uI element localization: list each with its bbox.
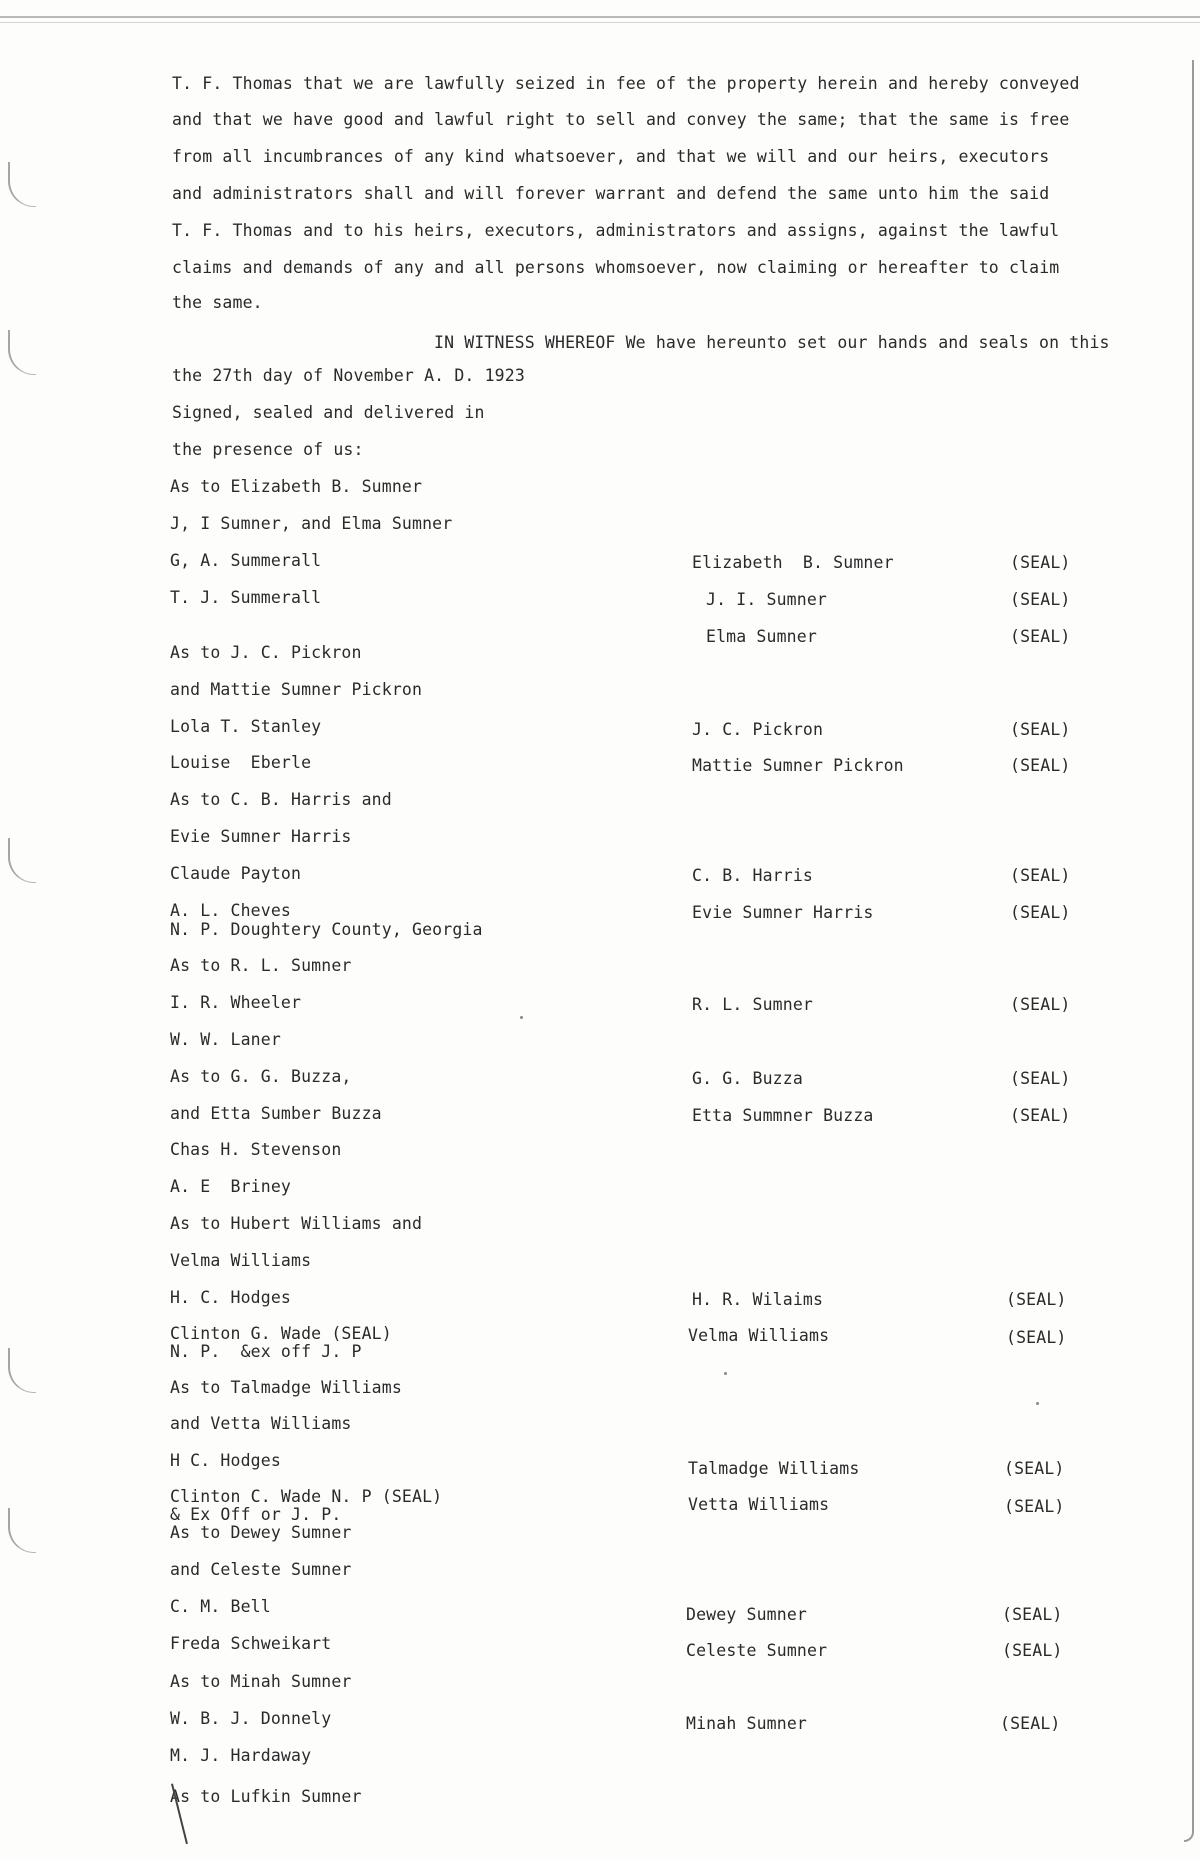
date-line: the 27th day of November A. D. 1923 (172, 366, 525, 385)
seal-label: (SEAL) (1002, 1605, 1063, 1624)
seal-label: (SEAL) (1002, 1641, 1063, 1660)
witness-line: Clinton G. Wade (SEAL) (170, 1324, 392, 1343)
punch-hole-mark (8, 1508, 36, 1553)
witness-line: N. P. &ex off J. P (170, 1342, 362, 1361)
signer-name: Mattie Sumner Pickron (692, 756, 904, 775)
signer-name: Dewey Sumner (686, 1605, 808, 1624)
signer-name: Celeste Sumner (686, 1641, 828, 1660)
witness-line: Louise Eberle (170, 753, 312, 772)
witness-line: W. B. J. Donnely (170, 1709, 332, 1728)
deed-text-line: and that we have good and lawful right to sell and convey the same; that the same is free (172, 110, 1070, 129)
witness-line: As to Lufkin Sumner (170, 1787, 362, 1806)
seal-label: (SEAL) (1010, 903, 1071, 922)
witness-line: As to Hubert Williams and (170, 1214, 423, 1233)
witness-line: Chas H. Stevenson (170, 1140, 342, 1159)
witness-line: and Celeste Sumner (170, 1560, 352, 1579)
seal-label: (SEAL) (1004, 1497, 1065, 1516)
signer-name: Vetta Williams (688, 1495, 830, 1514)
witness-line: As to Talmadge Williams (170, 1378, 402, 1397)
witness-line: Freda Schweikart (170, 1634, 332, 1653)
witness-line: As to Elizabeth B. Sumner (170, 477, 423, 496)
punch-hole-mark (8, 162, 36, 207)
seal-label: (SEAL) (1006, 1290, 1067, 1309)
witness-clause: IN WITNESS WHEREOF We have hereunto set our hands and seals on this (434, 333, 1110, 352)
top-rule (0, 16, 1200, 18)
witness-line: Clinton C. Wade N. P (SEAL) (170, 1487, 443, 1506)
witness-line: As to G. G. Buzza, (170, 1067, 352, 1086)
witness-line: and Etta Sumber Buzza (170, 1104, 382, 1123)
witness-line: Lola T. Stanley (170, 717, 322, 736)
seal-label: (SEAL) (1000, 1714, 1061, 1733)
signer-name: G. G. Buzza (692, 1069, 803, 1088)
witness-line: G, A. Summerall (170, 551, 322, 570)
signer-name: Elma Sumner (706, 627, 817, 646)
page-edge (1184, 60, 1194, 1842)
seal-label: (SEAL) (1010, 995, 1071, 1014)
seal-label: (SEAL) (1010, 866, 1071, 885)
punch-hole-mark (8, 838, 36, 883)
witness-line: and Vetta Williams (170, 1414, 352, 1433)
witness-line: W. W. Laner (170, 1030, 281, 1049)
punch-hole-mark (8, 1348, 36, 1393)
presence-line: the presence of us: (172, 440, 364, 459)
deed-text-line: T. F. Thomas and to his heirs, executors, administrators and assigns, against the lawful (172, 221, 1060, 240)
witness-line: As to C. B. Harris and (170, 790, 392, 809)
deed-text-line: the same. (172, 293, 263, 312)
deed-text-line: T. F. Thomas that we are lawfully seized in fee of the property herein and hereby conveyed (172, 74, 1080, 93)
seal-label: (SEAL) (1010, 1069, 1071, 1088)
signer-name: Talmadge Williams (688, 1459, 860, 1478)
deed-text-line: and administrators shall and will forever warrant and defend the same unto him the said (172, 184, 1050, 203)
signer-name: Velma Williams (688, 1326, 830, 1345)
witness-line: J, I Sumner, and Elma Sumner (170, 514, 453, 533)
witness-line: As to Minah Sumner (170, 1672, 352, 1691)
witness-line: & Ex Off or J. P. (170, 1505, 342, 1524)
signer-name: H. R. Wilaims (692, 1290, 824, 1309)
seal-label: (SEAL) (1010, 553, 1071, 572)
witness-line: Velma Williams (170, 1251, 312, 1270)
witness-line: As to J. C. Pickron (170, 643, 362, 662)
witness-line: T. J. Summerall (170, 588, 322, 607)
signer-name: C. B. Harris (692, 866, 814, 885)
signer-name: Etta Summner Buzza (692, 1106, 874, 1125)
witness-line: As to Dewey Sumner (170, 1523, 352, 1542)
witness-line: H C. Hodges (170, 1451, 281, 1470)
witness-line: N. P. Doughtery County, Georgia (170, 920, 483, 939)
deed-text-line: from all incumbrances of any kind whatsoever, and that we will and our heirs, executors (172, 147, 1050, 166)
seal-label: (SEAL) (1010, 720, 1071, 739)
signer-name: J. I. Sumner (706, 590, 828, 609)
witness-line: and Mattie Sumner Pickron (170, 680, 423, 699)
signer-name: R. L. Sumner (692, 995, 814, 1014)
witness-line: A. E Briney (170, 1177, 292, 1196)
seal-label: (SEAL) (1006, 1328, 1067, 1347)
seal-label: (SEAL) (1010, 756, 1071, 775)
seal-label: (SEAL) (1010, 1106, 1071, 1125)
seal-label: (SEAL) (1004, 1459, 1065, 1478)
punch-hole-mark (8, 330, 36, 375)
deed-text-line: claims and demands of any and all persons whomsoever, now claiming or hereafter to claim (172, 258, 1060, 277)
witness-line: M. J. Hardaway (170, 1746, 312, 1765)
top-rule-secondary (0, 22, 1200, 23)
witness-line: A. L. Cheves (170, 901, 292, 920)
witness-line: C. M. Bell (170, 1597, 271, 1616)
signer-name: Minah Sumner (686, 1714, 808, 1733)
witness-line: Claude Payton (170, 864, 302, 883)
witness-line: H. C. Hodges (170, 1288, 292, 1307)
signer-name: J. C. Pickron (692, 720, 824, 739)
ink-speck (520, 1016, 523, 1019)
presence-line: Signed, sealed and delivered in (172, 403, 485, 422)
seal-label: (SEAL) (1010, 590, 1071, 609)
ink-speck (1036, 1402, 1039, 1405)
ink-speck (724, 1372, 727, 1375)
signer-name: Elizabeth B. Sumner (692, 553, 894, 572)
witness-line: As to R. L. Sumner (170, 956, 352, 975)
seal-label: (SEAL) (1010, 627, 1071, 646)
witness-line: I. R. Wheeler (170, 993, 302, 1012)
witness-line: Evie Sumner Harris (170, 827, 352, 846)
signer-name: Evie Sumner Harris (692, 903, 874, 922)
